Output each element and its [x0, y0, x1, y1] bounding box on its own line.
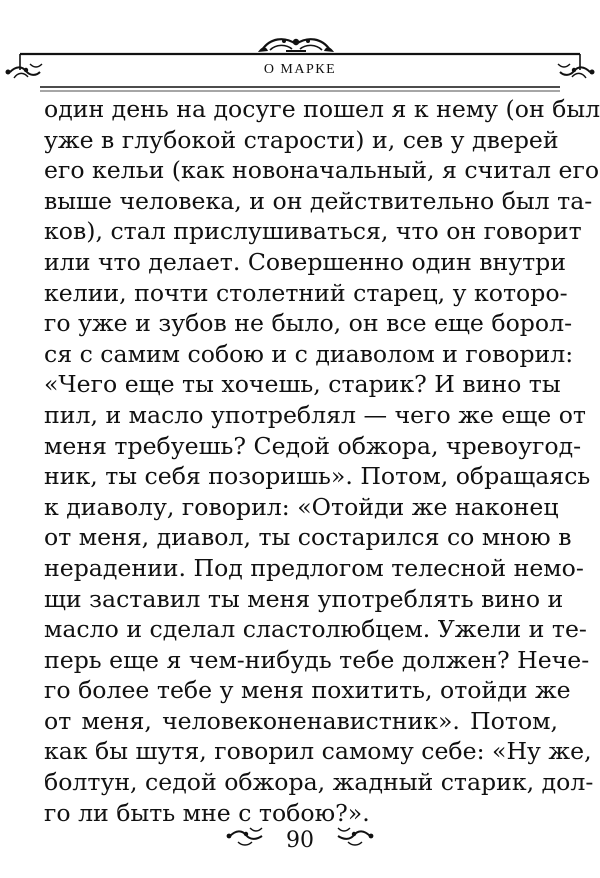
text-line: один день на досуге пошел я к нему (он был	[44, 95, 600, 123]
running-title: О МАРКЕ	[263, 62, 337, 77]
page-footer	[0, 822, 600, 862]
text-line: го уже и зубов не было, он все еще борол-	[44, 309, 573, 338]
text-line: уже в глубокой старости) и, сев у дверей	[44, 125, 559, 154]
text-line: го более тебе у меня похитить, отойди же	[44, 676, 571, 705]
text-line: к диаволу, говорил: «Отойди же наконец	[44, 492, 559, 521]
text-line: болтун, седой обжора, жадный старик, дол-	[44, 768, 594, 797]
text-line: перь еще я чем-нибудь тебе должен? Нече-	[44, 645, 590, 674]
top-center-flourish-icon	[258, 39, 334, 52]
page-number: 90	[286, 828, 314, 853]
text-line: выше человека, и он действительно был та-	[44, 186, 593, 215]
body-text	[44, 94, 600, 828]
text-line: щи заставил ты меня употреблять вино и	[44, 584, 564, 613]
text-line: пил, и масло употреблял — чего же еще от	[44, 400, 586, 429]
text-line: масло и сделал сластолюбцем. Ужели и те-	[44, 615, 587, 644]
text-line: ков), стал прислушиваться, что он говорит	[44, 217, 582, 246]
text-line: его кельи (как новоначальный, я считал его	[44, 156, 600, 185]
text-line: от меня, диавол, ты состарился со мною в	[44, 523, 572, 552]
right-footer-flourish-icon	[334, 822, 374, 852]
text-line: или что делает. Совершенно один внутри	[44, 247, 566, 276]
text-line: нерадении. Под предлогом телесной немо-	[44, 553, 584, 582]
text-line: как бы шутя, говорил самому себе: «Ну же,	[44, 737, 592, 766]
text-line: ся с самим собою и с диаволом и говорил:	[44, 339, 574, 368]
text-line: ник, ты себя позоришь». Потом, обращаясь	[44, 462, 591, 491]
text-line: меня требуешь? Седой обжора, чревоугод-	[44, 431, 582, 460]
text-line: от меня, человеконенавистник». Потом,	[44, 706, 558, 735]
page-header	[0, 30, 600, 100]
text-line: «Чего еще ты хочешь, старик? И вино ты	[44, 370, 561, 399]
text-line: го ли быть мне с тобою?».	[44, 798, 370, 827]
text-line: келии, почти столетний старец, у которо-	[44, 278, 568, 307]
